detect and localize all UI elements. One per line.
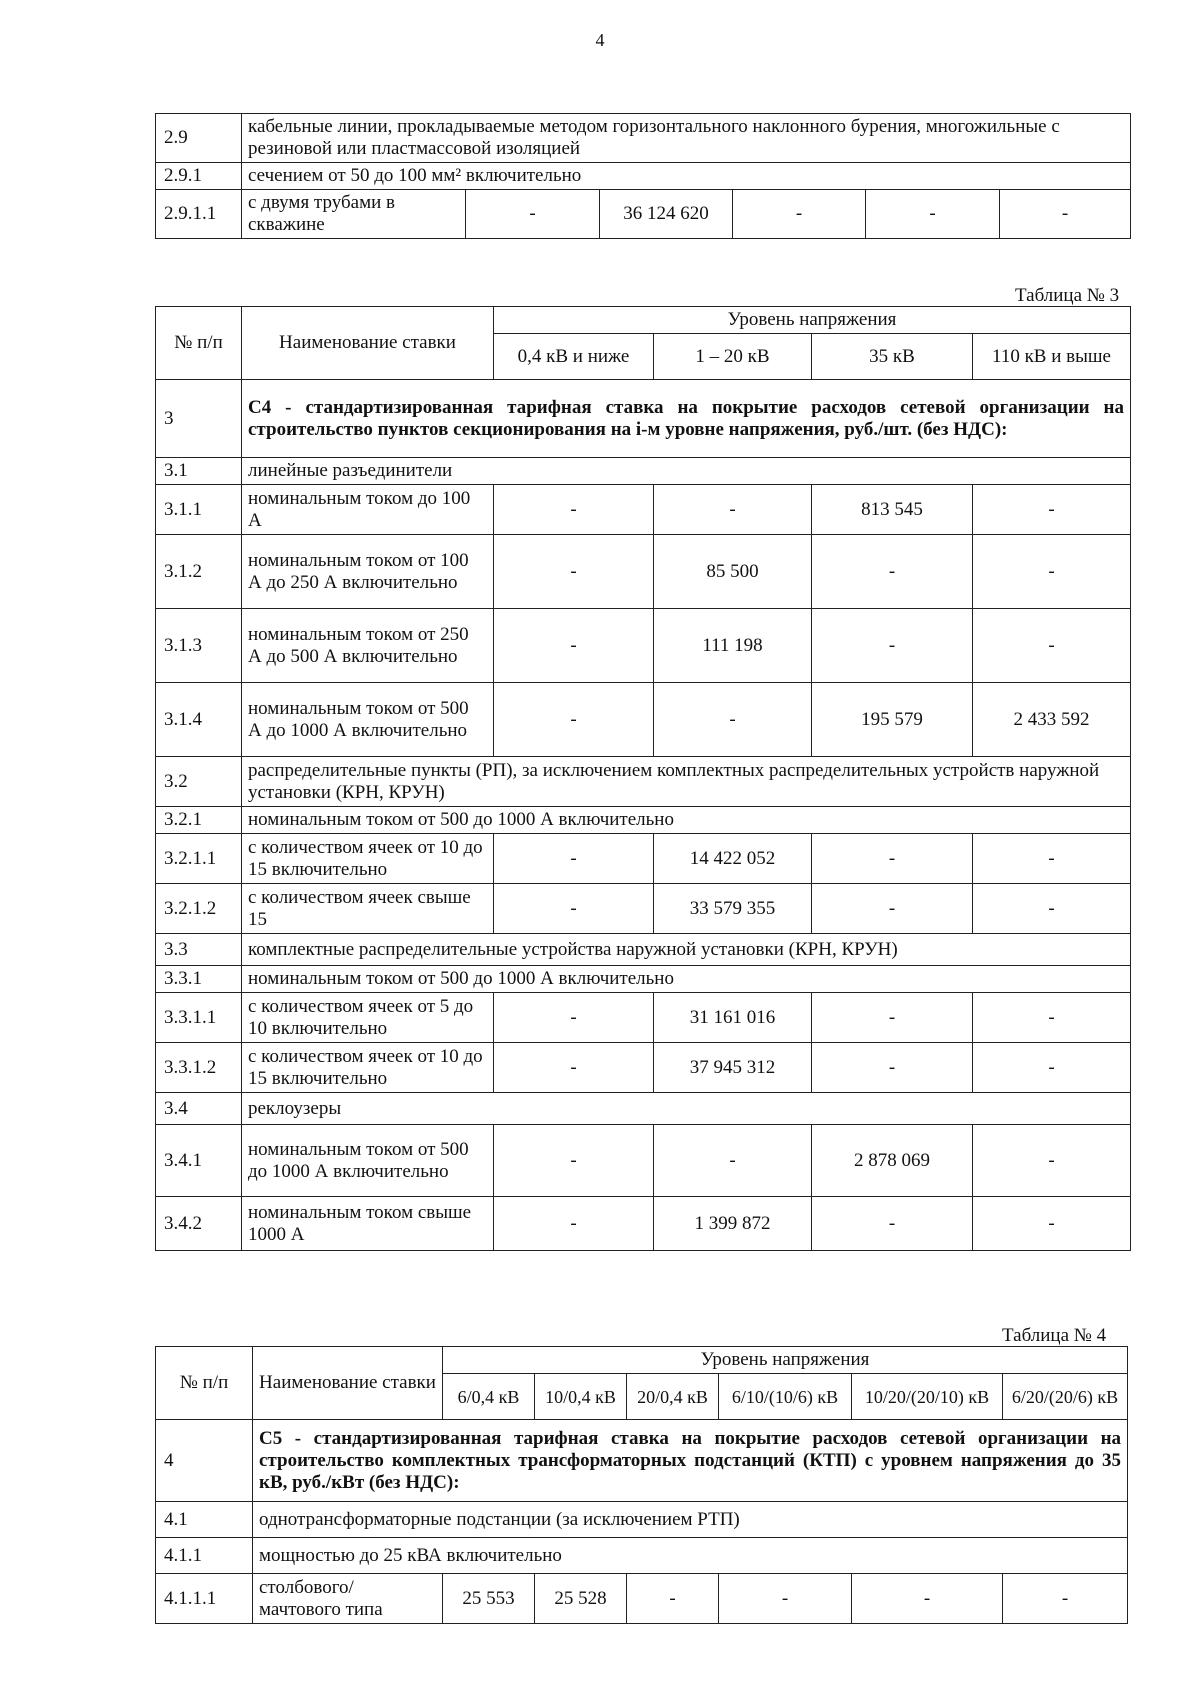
value-cell: - [866,190,1000,239]
row-number: 4.1 [156,1502,253,1538]
value-cell: - [466,190,600,239]
value-cell: 14 422 052 [654,834,812,884]
table-row [156,1125,1131,1197]
value-cell: - [973,884,1131,934]
table-row [156,1574,1128,1624]
value-cell: - [812,993,973,1043]
value-cell: - [812,609,973,683]
row-name: номинальным током от 500 А до 1000 А включительно [242,683,494,757]
table4-num-header: № п/п [156,1347,253,1420]
value-cell: 1 399 872 [654,1197,812,1251]
table-row [156,163,1131,190]
table-row [156,993,1131,1043]
table-row [156,807,1131,834]
table-row [156,934,1131,966]
value-cell: - [1003,1574,1128,1624]
table-3 [155,306,1131,1251]
value-cell: - [812,1197,973,1251]
row-number: 3.1.4 [156,683,242,757]
row-name: мощностью до 25 кВА включительно [253,1538,1128,1574]
row-name: с двумя трубами в скважине [242,190,466,239]
table3-num-header: № п/п [156,307,242,380]
section-title: С5 - стандартизированная тарифная ставка на покрытие расходов сетевой организации на строительство комплектных трансформаторных подстанций (КТП) с уровнем напряжения до 35 кВ, руб./кВт (без НДС): [253,1420,1128,1502]
table3-level-header: Уровень напряжения [494,307,1131,334]
page-number: 4 [595,30,605,50]
value-cell: - [733,190,866,239]
row-number: 3.2.1.2 [156,884,242,934]
voltage-column-header: 110 кВ и выше [973,334,1131,380]
table4-level-header: Уровень напряжения [443,1347,1128,1374]
voltage-column-header: 0,4 кВ и ниже [494,334,654,380]
value-cell: - [494,884,654,934]
row-name: номинальным током до 100 А [242,485,494,535]
value-cell: 36 124 620 [600,190,733,239]
row-name: номинальным током от 500 до 1000 А включительно [242,966,1131,993]
voltage-column-header: 6/10/(10/6) кВ [719,1374,852,1420]
table-4-caption: Таблица № 4 [1002,1325,1107,1346]
value-cell: - [812,535,973,609]
row-name: распределительные пункты (РП), за исключением комплектных распределительных устройств наружной установки (КРН, КРУН) [242,757,1131,807]
row-name: кабельные линии, прокладываемые методом горизонтального наклонного бурения, многожильные с резиновой или пластмассовой изоляцией [242,114,1131,163]
value-cell: - [973,609,1131,683]
row-number: 3.3 [156,934,242,966]
section-number: 4 [156,1420,253,1502]
value-cell: - [973,535,1131,609]
value-cell: - [494,834,654,884]
row-number: 3.1.1 [156,485,242,535]
row-name: номинальным током от 100 А до 250 А включительно [242,535,494,609]
table-row [156,535,1131,609]
value-cell: - [494,1125,654,1197]
value-cell: - [719,1574,852,1624]
value-cell: - [494,535,654,609]
row-number: 3.2.1.1 [156,834,242,884]
value-cell: 195 579 [812,683,973,757]
value-cell: 33 579 355 [654,884,812,934]
row-number: 3.1.3 [156,609,242,683]
row-name: номинальным током свыше 1000 А [242,1197,494,1251]
row-name: с количеством ячеек от 10 до 15 включительно [242,1043,494,1093]
row-number: 3.4 [156,1093,242,1125]
value-cell: - [494,1197,654,1251]
row-number: 3.1.2 [156,535,242,609]
value-cell: - [654,1125,812,1197]
section-row [156,380,1131,458]
table-4 [155,1346,1128,1624]
voltage-column-header: 6/0,4 кВ [443,1374,535,1420]
table-3-caption: Таблица № 3 [1015,285,1120,306]
value-cell: - [812,884,973,934]
row-number: 4.1.1.1 [156,1574,253,1624]
row-name: номинальным током от 500 до 1000 А включительно [242,807,1131,834]
row-number: 3.3.1.1 [156,993,242,1043]
row-name: столбового/ мачтового типа [253,1574,443,1624]
table4-name-header: Наименование ставки [253,1347,443,1420]
row-name: с количеством ячеек от 10 до 15 включительно [242,834,494,884]
row-number: 3.3.1.2 [156,1043,242,1093]
section-number: 3 [156,380,242,458]
table-row [156,966,1131,993]
voltage-column-header: 20/0,4 кВ [627,1374,719,1420]
row-number: 3.3.1 [156,966,242,993]
table3-name-header: Наименование ставки [242,307,494,380]
table-row [156,1502,1128,1538]
value-cell: - [494,993,654,1043]
value-cell: - [852,1574,1003,1624]
table-row [156,1043,1131,1093]
value-cell: 25 528 [535,1574,627,1624]
row-name: номинальным током от 250 А до 500 А включительно [242,609,494,683]
row-number: 3.1 [156,458,242,485]
value-cell: - [973,1043,1131,1093]
table-row [156,609,1131,683]
voltage-column-header: 35 кВ [812,334,973,380]
value-cell: 85 500 [654,535,812,609]
row-number: 3.4.2 [156,1197,242,1251]
row-number: 3.2.1 [156,807,242,834]
value-cell: 31 161 016 [654,993,812,1043]
voltage-column-header: 10/0,4 кВ [535,1374,627,1420]
row-number: 2.9.1 [156,163,242,190]
value-cell: - [973,1197,1131,1251]
table-row [156,757,1131,807]
value-cell: 813 545 [812,485,973,535]
table-row [156,1538,1128,1574]
row-name: с количеством ячеек от 5 до 10 включительно [242,993,494,1043]
row-name: номинальным током от 500 до 1000 А включительно [242,1125,494,1197]
value-cell: - [973,1125,1131,1197]
row-name: сечением от 50 до 100 мм² включительно [242,163,1131,190]
value-cell: 2 433 592 [973,683,1131,757]
value-cell: - [1000,190,1131,239]
table-row [156,485,1131,535]
voltage-column-header: 6/20/(20/6) кВ [1003,1374,1128,1420]
value-cell: - [654,683,812,757]
value-cell: - [973,993,1131,1043]
value-cell: - [627,1574,719,1624]
table-row [156,1093,1131,1125]
value-cell: 111 198 [654,609,812,683]
row-number: 2.9.1.1 [156,190,242,239]
row-number: 3.4.1 [156,1125,242,1197]
value-cell: - [494,609,654,683]
row-name: с количеством ячеек свыше 15 [242,884,494,934]
row-number: 4.1.1 [156,1538,253,1574]
row-name: комплектные распределительные устройства наружной установки (КРН, КРУН) [242,934,1131,966]
value-cell: - [812,1043,973,1093]
table-2-continuation [155,113,1131,239]
value-cell: - [494,683,654,757]
row-name: однотрансформаторные подстанции (за исключением РТП) [253,1502,1128,1538]
table-row [156,884,1131,934]
row-number: 3.2 [156,757,242,807]
value-cell: - [973,834,1131,884]
table-row [156,114,1131,163]
row-name: реклоузеры [242,1093,1131,1125]
table-row [156,458,1131,485]
value-cell: - [494,485,654,535]
row-name: линейные разъединители [242,458,1131,485]
value-cell: - [494,1043,654,1093]
table-row [156,190,1131,239]
value-cell: 37 945 312 [654,1043,812,1093]
value-cell: 25 553 [443,1574,535,1624]
value-cell: - [654,485,812,535]
value-cell: - [812,834,973,884]
value-cell: 2 878 069 [812,1125,973,1197]
section-row [156,1420,1128,1502]
section-title: С4 - стандартизированная тарифная ставка на покрытие расходов сетевой организации на строительство пунктов секционирования на i-м уровне напряжения, руб./шт. (без НДС): [242,380,1131,458]
voltage-column-header: 1 – 20 кВ [654,334,812,380]
row-number: 2.9 [156,114,242,163]
table-row [156,683,1131,757]
voltage-column-header: 10/20/(20/10) кВ [852,1374,1003,1420]
table-row [156,1197,1131,1251]
table-row [156,834,1131,884]
value-cell: - [973,485,1131,535]
